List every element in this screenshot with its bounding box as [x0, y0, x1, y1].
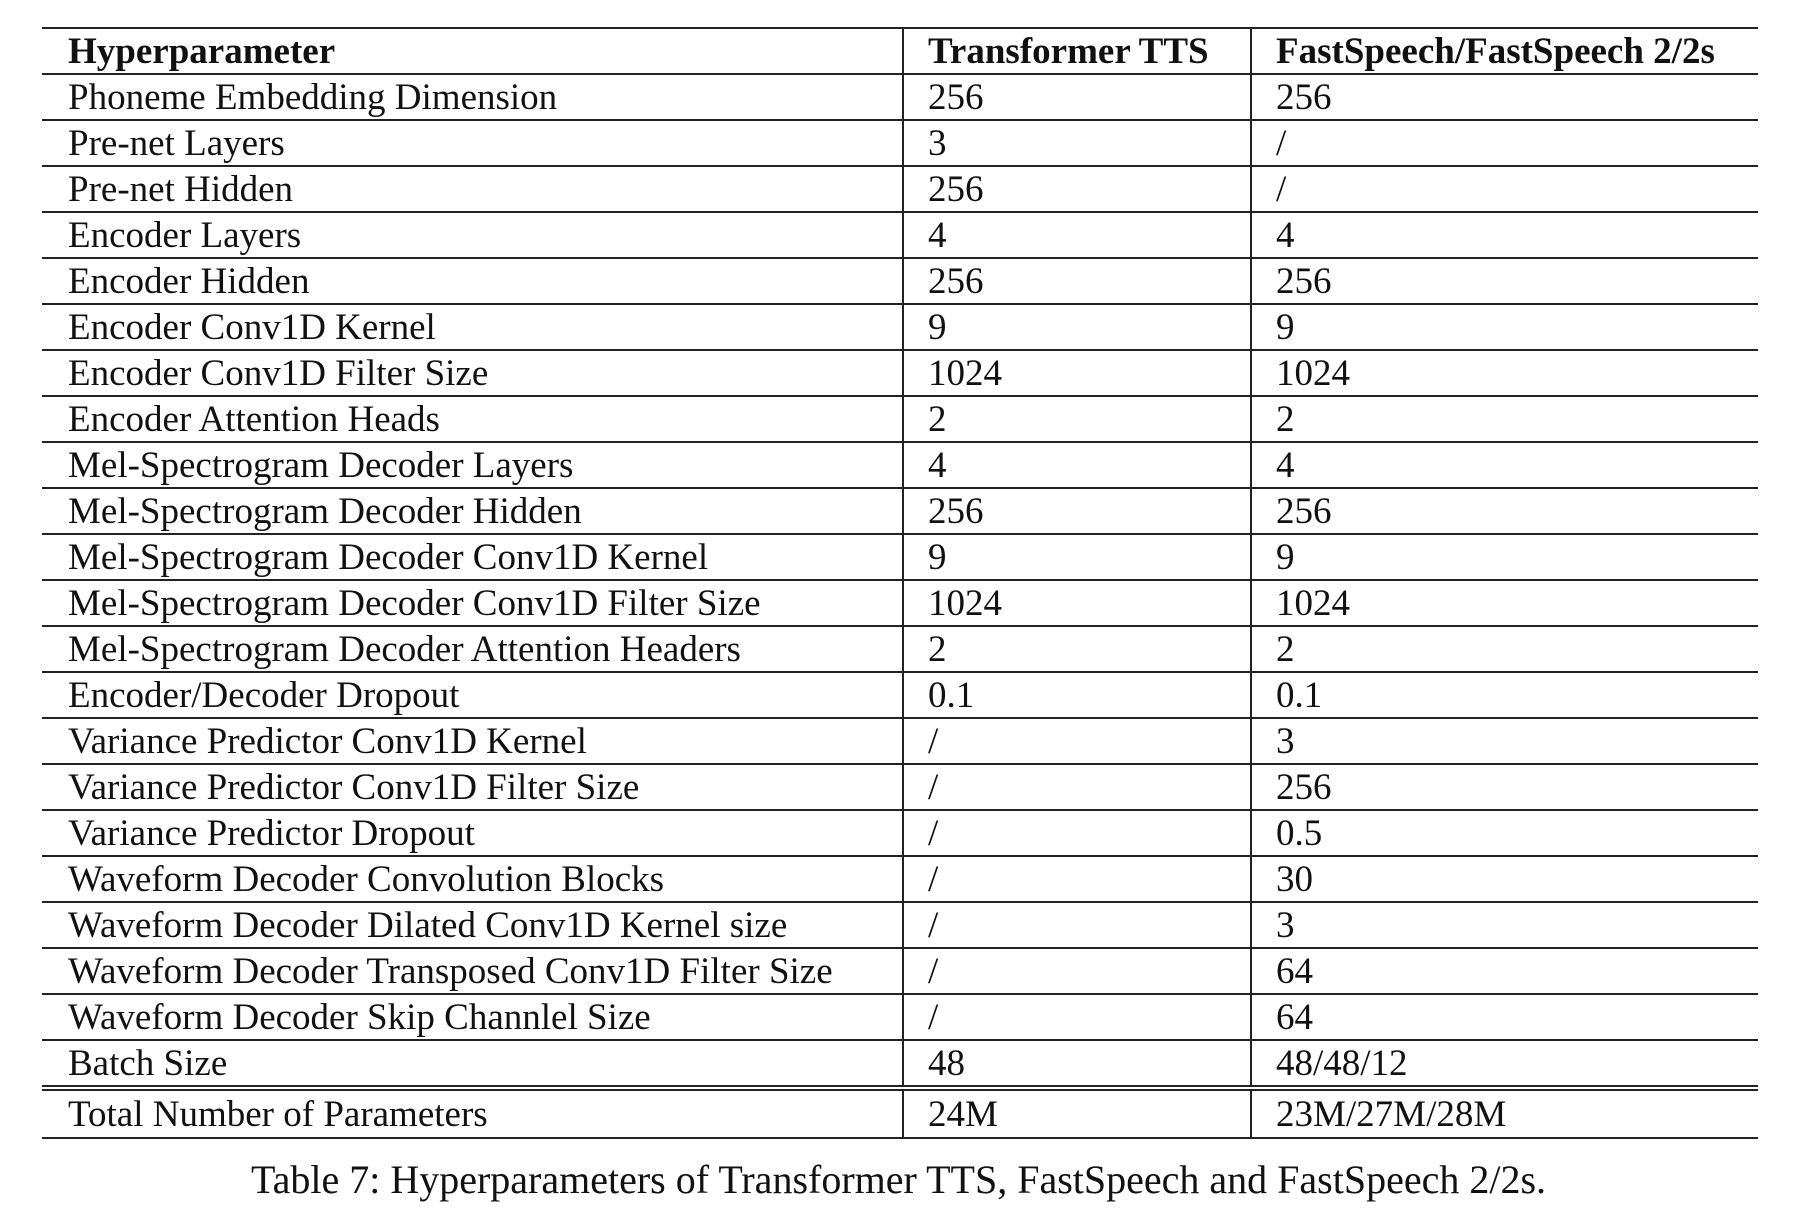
cell-fastspeech: 48/48/12: [1251, 1040, 1758, 1088]
cell-fastspeech: 1024: [1251, 580, 1758, 626]
cell-hyperparameter: Waveform Decoder Skip Channlel Size: [42, 994, 903, 1040]
cell-fastspeech: 4: [1251, 212, 1758, 258]
cell-hyperparameter: Encoder/Decoder Dropout: [42, 672, 903, 718]
table-row-total: [42, 1088, 1758, 1138]
table-body: [42, 74, 1758, 1138]
cell-fastspeech: 9: [1251, 534, 1758, 580]
cell-fastspeech: 64: [1251, 948, 1758, 994]
cell-total-transformer-tts: 24M: [903, 1088, 1251, 1138]
cell-fastspeech: 64: [1251, 994, 1758, 1040]
table-row: [42, 994, 1758, 1040]
cell-transformer-tts: 48: [903, 1040, 1251, 1088]
cell-transformer-tts: /: [903, 948, 1251, 994]
cell-transformer-tts: 256: [903, 258, 1251, 304]
cell-hyperparameter: Mel-Spectrogram Decoder Conv1D Filter Size: [42, 580, 903, 626]
cell-hyperparameter: Encoder Hidden: [42, 258, 903, 304]
table-header-row: [42, 28, 1758, 74]
cell-hyperparameter: Mel-Spectrogram Decoder Conv1D Kernel: [42, 534, 903, 580]
cell-transformer-tts: /: [903, 856, 1251, 902]
cell-hyperparameter: Variance Predictor Conv1D Kernel: [42, 718, 903, 764]
header-fastspeech: FastSpeech/FastSpeech 2/2s: [1251, 28, 1758, 74]
cell-transformer-tts: 256: [903, 488, 1251, 534]
cell-hyperparameter: Mel-Spectrogram Decoder Hidden: [42, 488, 903, 534]
cell-fastspeech: /: [1251, 166, 1758, 212]
table-row: [42, 350, 1758, 396]
table-row: [42, 166, 1758, 212]
cell-hyperparameter: Variance Predictor Conv1D Filter Size: [42, 764, 903, 810]
cell-transformer-tts: 4: [903, 442, 1251, 488]
cell-hyperparameter: Waveform Decoder Dilated Conv1D Kernel size: [42, 902, 903, 948]
table-caption: Table 7: Hyperparameters of Transformer TTS, FastSpeech and FastSpeech 2/2s.: [250, 1157, 1547, 1202]
cell-fastspeech: 0.5: [1251, 810, 1758, 856]
cell-transformer-tts: 1024: [903, 350, 1251, 396]
cell-transformer-tts: /: [903, 810, 1251, 856]
table-row: [42, 442, 1758, 488]
cell-fastspeech: 2: [1251, 626, 1758, 672]
cell-fastspeech: 3: [1251, 718, 1758, 764]
cell-hyperparameter: Mel-Spectrogram Decoder Layers: [42, 442, 903, 488]
header-hyperparameter: Hyperparameter: [42, 28, 903, 74]
cell-transformer-tts: 3: [903, 120, 1251, 166]
table-row: [42, 902, 1758, 948]
table-row: [42, 120, 1758, 166]
cell-hyperparameter: Pre-net Layers: [42, 120, 903, 166]
cell-transformer-tts: 1024: [903, 580, 1251, 626]
cell-transformer-tts: /: [903, 764, 1251, 810]
cell-hyperparameter: Pre-net Hidden: [42, 166, 903, 212]
cell-hyperparameter: Batch Size: [42, 1040, 903, 1088]
cell-fastspeech: 3: [1251, 902, 1758, 948]
cell-hyperparameter: Mel-Spectrogram Decoder Attention Headers: [42, 626, 903, 672]
cell-fastspeech: 2: [1251, 396, 1758, 442]
table-row: [42, 258, 1758, 304]
cell-total-fastspeech: 23M/27M/28M: [1251, 1088, 1758, 1138]
table-row: [42, 810, 1758, 856]
cell-total-label: Total Number of Parameters: [42, 1088, 903, 1138]
cell-transformer-tts: /: [903, 902, 1251, 948]
table-row: [42, 212, 1758, 258]
cell-fastspeech: 256: [1251, 258, 1758, 304]
cell-transformer-tts: 0.1: [903, 672, 1251, 718]
table-row: [42, 488, 1758, 534]
hyperparameter-table: [42, 27, 1758, 1139]
cell-hyperparameter: Waveform Decoder Convolution Blocks: [42, 856, 903, 902]
cell-hyperparameter: Encoder Conv1D Kernel: [42, 304, 903, 350]
cell-transformer-tts: 2: [903, 626, 1251, 672]
table-row: [42, 74, 1758, 120]
table-row: [42, 948, 1758, 994]
header-transformer-tts: Transformer TTS: [903, 28, 1251, 74]
cell-fastspeech: 0.1: [1251, 672, 1758, 718]
cell-hyperparameter: Waveform Decoder Transposed Conv1D Filter Size: [42, 948, 903, 994]
cell-fastspeech: 30: [1251, 856, 1758, 902]
cell-fastspeech: 256: [1251, 74, 1758, 120]
table-row: [42, 396, 1758, 442]
cell-fastspeech: 256: [1251, 488, 1758, 534]
cell-hyperparameter: Phoneme Embedding Dimension: [42, 74, 903, 120]
cell-fastspeech: 1024: [1251, 350, 1758, 396]
cell-fastspeech: 4: [1251, 442, 1758, 488]
cell-transformer-tts: 9: [903, 534, 1251, 580]
table-row: [42, 304, 1758, 350]
cell-transformer-tts: /: [903, 994, 1251, 1040]
table-row: [42, 672, 1758, 718]
table-row: [42, 626, 1758, 672]
table-row: [42, 856, 1758, 902]
cell-hyperparameter: Encoder Attention Heads: [42, 396, 903, 442]
table-row: [42, 718, 1758, 764]
cell-transformer-tts: /: [903, 718, 1251, 764]
table-row: [42, 534, 1758, 580]
hyperparameter-table-container: [42, 27, 1758, 1139]
cell-hyperparameter: Encoder Layers: [42, 212, 903, 258]
cell-transformer-tts: 2: [903, 396, 1251, 442]
cell-transformer-tts: 256: [903, 74, 1251, 120]
table-row: [42, 1040, 1758, 1088]
cell-fastspeech: /: [1251, 120, 1758, 166]
cell-fastspeech: 256: [1251, 764, 1758, 810]
table-row: [42, 764, 1758, 810]
cell-transformer-tts: 4: [903, 212, 1251, 258]
cell-hyperparameter: Encoder Conv1D Filter Size: [42, 350, 903, 396]
cell-fastspeech: 9: [1251, 304, 1758, 350]
table-row: [42, 580, 1758, 626]
cell-transformer-tts: 256: [903, 166, 1251, 212]
cell-hyperparameter: Variance Predictor Dropout: [42, 810, 903, 856]
cell-transformer-tts: 9: [903, 304, 1251, 350]
